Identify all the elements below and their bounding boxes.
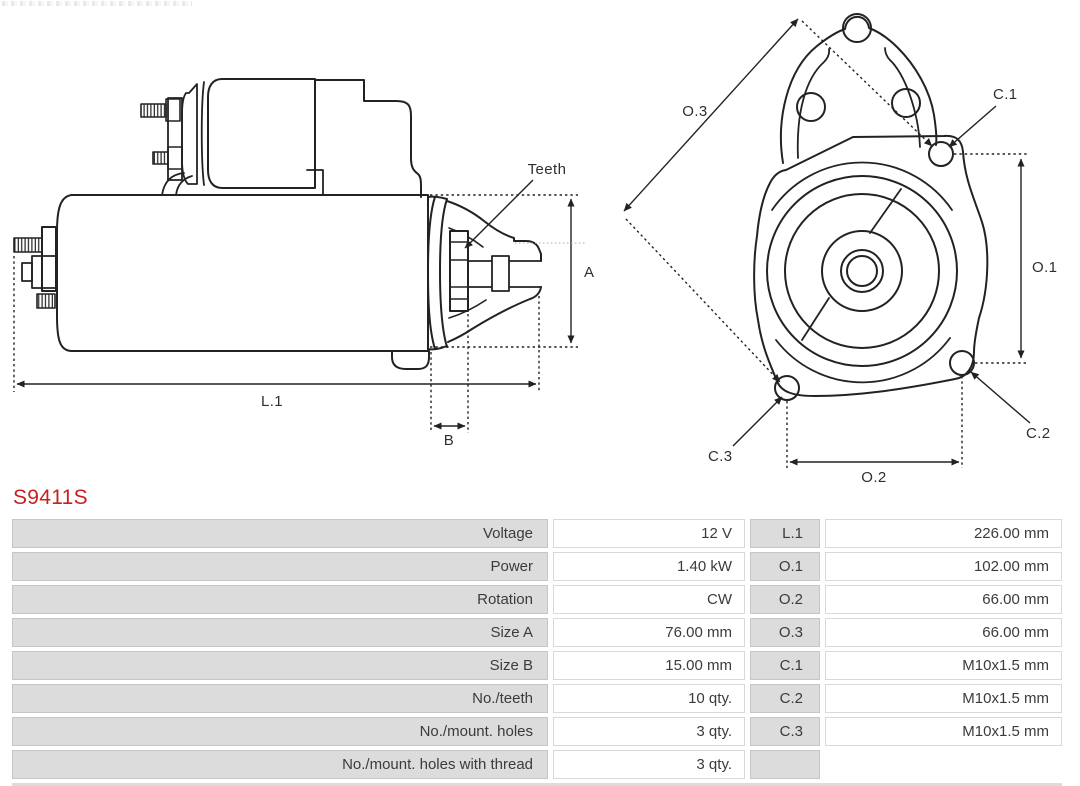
c2-leader-line: [971, 372, 1030, 423]
c2-label: C.2: [1026, 425, 1051, 442]
dim-b-label: B: [443, 432, 455, 449]
yoke-bracket: [315, 80, 421, 197]
spec-value: 15.00 mm: [553, 651, 745, 680]
spec-value: 1.40 kW: [553, 552, 745, 581]
spec-label: Power: [12, 552, 548, 581]
spec-value2-empty: [825, 750, 1062, 779]
yoke-outline-inner: [798, 48, 920, 158]
spec-value2: 66.00 mm: [825, 618, 1062, 647]
spec-label: No./mount. holes: [12, 717, 548, 746]
mounting-hole-c2: [950, 351, 974, 375]
spec-value: CW: [553, 585, 745, 614]
spec-key-empty: [750, 750, 820, 779]
dim-a-label: A: [584, 264, 595, 281]
stud-thread: [141, 104, 166, 117]
pinion-gear: [450, 231, 468, 311]
dim-o1-label: O.1: [1032, 259, 1058, 276]
stud-thread: [153, 152, 168, 164]
c1-leader-line: [949, 106, 996, 147]
front-view-drawing: [754, 14, 987, 400]
end-bracket: [42, 227, 56, 291]
dim-o3-label: O.3: [682, 103, 708, 120]
spec-value: 3 qty.: [553, 717, 745, 746]
stud-thread: [37, 294, 55, 308]
spec-key: C.1: [750, 651, 820, 680]
teeth-label: Teeth: [527, 161, 567, 178]
spec-label: No./teeth: [12, 684, 548, 713]
side-view-drawing: [14, 79, 541, 369]
front-view-dimensions: [624, 19, 1057, 486]
spec-value: 12 V: [553, 519, 745, 548]
yoke-right-hole: [892, 89, 920, 117]
spec-key: O.1: [750, 552, 820, 581]
c1-label: C.1: [993, 86, 1018, 103]
spec-label: Size A: [12, 618, 548, 647]
c3-leader-line: [733, 397, 782, 446]
dim-o2-label: O.2: [861, 469, 887, 486]
solenoid-stud-boss: [168, 147, 182, 169]
spec-value: 3 qty.: [553, 750, 745, 779]
part-number: S9411S: [13, 486, 88, 509]
spec-value2: 102.00 mm: [825, 552, 1062, 581]
spec-value2: M10x1.5 mm: [825, 684, 1062, 713]
mounting-hole-c1: [929, 142, 953, 166]
spec-key: O.2: [750, 585, 820, 614]
side-view-dimensions: [14, 161, 594, 449]
spec-key: C.3: [750, 717, 820, 746]
spec-value: 76.00 mm: [553, 618, 745, 647]
spec-value: 10 qty.: [553, 684, 745, 713]
yoke-top-hole: [843, 14, 871, 42]
solenoid-body: [208, 79, 315, 188]
dim-o3-line: [624, 19, 798, 211]
spec-value2: 226.00 mm: [825, 519, 1062, 548]
dim-l1-label: L.1: [260, 393, 284, 410]
spec-label: No./mount. holes with thread: [12, 750, 548, 779]
motor-body: [57, 195, 428, 351]
spec-value2: M10x1.5 mm: [825, 717, 1062, 746]
solenoid-foot: [176, 176, 192, 195]
gear-housing-circles: [767, 162, 957, 382]
terminal-nut-tab: [22, 263, 32, 281]
drive-flange-ring: [428, 197, 447, 350]
pinion-shaft: [468, 256, 541, 291]
spec-key: C.2: [750, 684, 820, 713]
spec-label: Voltage: [12, 519, 548, 548]
spec-table: [12, 519, 1062, 779]
solenoid-cap: [182, 84, 197, 184]
spec-key: L.1: [750, 519, 820, 548]
split-line-lower: [802, 298, 829, 340]
mounting-foot: [392, 351, 429, 369]
spec-label: Size B: [12, 651, 548, 680]
spec-label: Rotation: [12, 585, 548, 614]
c3-label: C.3: [708, 448, 733, 465]
spec-key: O.3: [750, 618, 820, 647]
terminal-nut: [32, 256, 56, 288]
dim-o3-ext-c1: [802, 21, 932, 146]
stud-thread: [14, 238, 42, 252]
spec-value2: M10x1.5 mm: [825, 651, 1062, 680]
solenoid-ring: [202, 82, 204, 185]
spec-value2: 66.00 mm: [825, 585, 1062, 614]
